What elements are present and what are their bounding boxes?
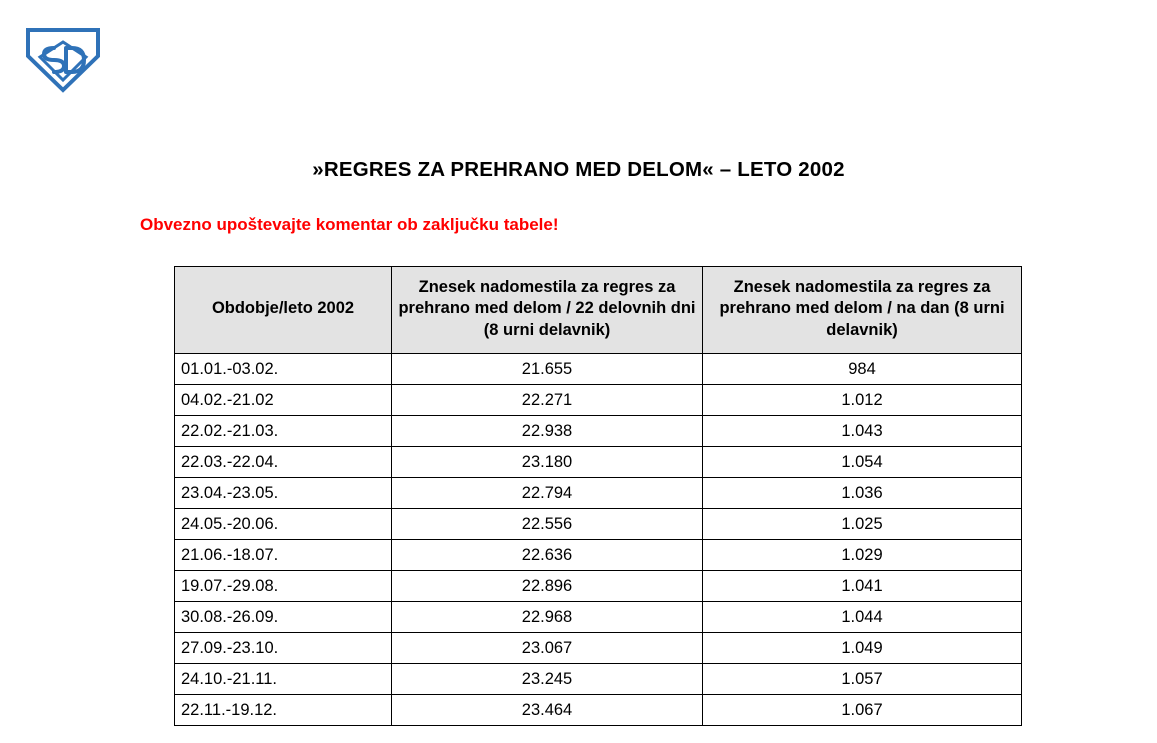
table-row (175, 602, 1022, 633)
cell-period: 24.10.-21.11. (175, 664, 392, 695)
cell-monthly-amount: 22.794 (392, 478, 703, 509)
table-row (175, 540, 1022, 571)
table-row (175, 664, 1022, 695)
column-header-daily: Znesek nadomestila za regres za prehrano med delom / na dan (8 urni delavnik) (703, 267, 1022, 354)
cell-period: 22.11.-19.12. (175, 695, 392, 726)
sd-logo (20, 26, 106, 94)
table-header-row (175, 267, 1022, 354)
cell-period: 04.02.-21.02 (175, 385, 392, 416)
cell-monthly-amount: 23.067 (392, 633, 703, 664)
page-title: »REGRES ZA PREHRANO MED DELOM« – LETO 2002 (312, 158, 845, 181)
cell-daily-amount: 984 (703, 354, 1022, 385)
cell-daily-amount: 1.057 (703, 664, 1022, 695)
cell-monthly-amount: 22.636 (392, 540, 703, 571)
cell-daily-amount: 1.029 (703, 540, 1022, 571)
cell-daily-amount: 1.044 (703, 602, 1022, 633)
table-row (175, 478, 1022, 509)
cell-period: 30.08.-26.09. (175, 602, 392, 633)
cell-monthly-amount: 22.896 (392, 571, 703, 602)
cell-daily-amount: 1.025 (703, 509, 1022, 540)
table-row (175, 447, 1022, 478)
cell-daily-amount: 1.054 (703, 447, 1022, 478)
column-header-period: Obdobje/leto 2002 (175, 267, 392, 354)
table-row (175, 354, 1022, 385)
cell-period: 23.04.-23.05. (175, 478, 392, 509)
meal-allowance-table (174, 266, 1022, 726)
cell-monthly-amount: 21.655 (392, 354, 703, 385)
cell-monthly-amount: 22.556 (392, 509, 703, 540)
cell-monthly-amount: 23.245 (392, 664, 703, 695)
cell-period: 19.07.-29.08. (175, 571, 392, 602)
cell-daily-amount: 1.036 (703, 478, 1022, 509)
table-row (175, 633, 1022, 664)
comment-note: Obvezno upoštevajte komentar ob zaključku tabele! (140, 215, 559, 234)
table-row (175, 416, 1022, 447)
table-head (175, 267, 1022, 354)
cell-period: 27.09.-23.10. (175, 633, 392, 664)
cell-period: 24.05.-20.06. (175, 509, 392, 540)
cell-daily-amount: 1.043 (703, 416, 1022, 447)
cell-daily-amount: 1.067 (703, 695, 1022, 726)
column-header-monthly: Znesek nadomestila za regres za prehrano med delom / 22 delovnih dni (8 urni delavnik) (392, 267, 703, 354)
cell-monthly-amount: 23.464 (392, 695, 703, 726)
cell-daily-amount: 1.041 (703, 571, 1022, 602)
meal-allowance-table-container (174, 266, 1005, 726)
table-row (175, 385, 1022, 416)
cell-monthly-amount: 23.180 (392, 447, 703, 478)
cell-daily-amount: 1.012 (703, 385, 1022, 416)
cell-period: 21.06.-18.07. (175, 540, 392, 571)
table-row (175, 509, 1022, 540)
cell-monthly-amount: 22.968 (392, 602, 703, 633)
table-row (175, 695, 1022, 726)
cell-daily-amount: 1.049 (703, 633, 1022, 664)
cell-monthly-amount: 22.938 (392, 416, 703, 447)
table-row (175, 571, 1022, 602)
cell-period: 22.02.-21.03. (175, 416, 392, 447)
cell-monthly-amount: 22.271 (392, 385, 703, 416)
cell-period: 01.01.-03.02. (175, 354, 392, 385)
table-body (175, 354, 1022, 726)
cell-period: 22.03.-22.04. (175, 447, 392, 478)
